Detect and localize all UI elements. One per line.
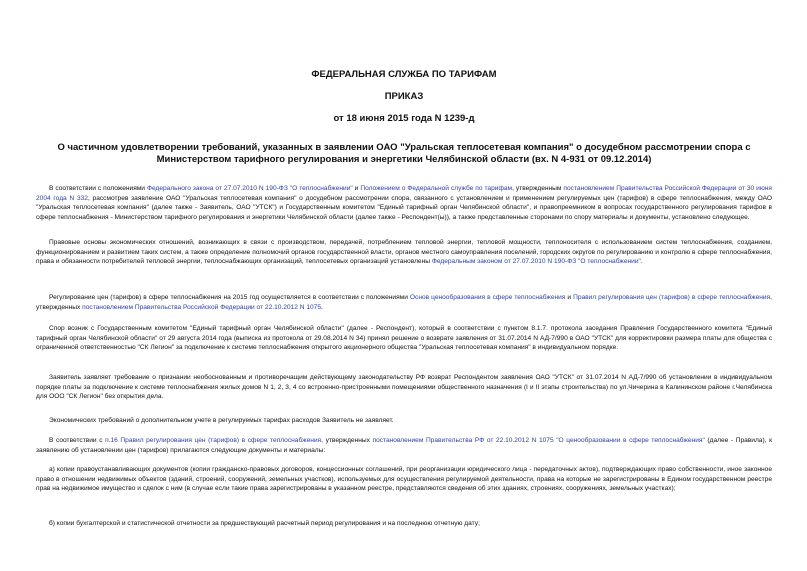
link-regulation-rules[interactable]: Правил регулирования цен (тарифов) в сфере теплоснабжения (573, 294, 771, 301)
agency-heading: ФЕДЕРАЛЬНАЯ СЛУЖБА ПО ТАРИФАМ (311, 69, 497, 80)
document-title: О частичном удовлетворении требований, указанных в заявлении ОАО "Уральская теплосетевая компания" о досудебном рассмотрении спора с Министерством тарифного регулирования и энергетики Челябинской области (вх. N 4-931 от 09.12.2014) (57, 142, 751, 165)
link-federal-law-190[interactable]: Федерального закона от 27.07.2010 N 190-ФЗ "О теплоснабжении" (146, 185, 353, 192)
p1-text-0: В соответствии с положениями (49, 185, 147, 192)
p7-text-0: В соответствии с (49, 437, 106, 444)
p3-text-0: Регулирование цен (тарифов) в сфере теплоснабжения на 2015 год осуществляется в соответствии с положениями (49, 294, 410, 301)
link-government-decree-332[interactable]: постановлением Правительства Российской Федерации от 30 июня 2004 года N 332 (36, 185, 772, 202)
paragraph-8: а) копии правоустанавливающих документов (копии гражданско-правовых договоров, концессионных соглашений, при реорганизации юридического лица - передаточных актов), подтверждающих право собственности, иное законное право в отношении недвижимых объектов (зданий, строений, сооружений, земельных участков), используемых для осуществления регулируемой деятельности, права на которые не зарегистрированы в Едином государственном реестре прав на недвижимое имущество и сделок с ним (в случае если такие права зарегистрированы в указанном реестре, представляются сведения об этих зданиях, строениях, сооружениях, земельных участках); (36, 466, 772, 493)
p3-text-1: и (565, 294, 574, 301)
link-government-decree-1075[interactable]: постановлением Правительства Российской Федерации от 22.10.2012 N 1075 (82, 303, 322, 311)
paragraph-6: Экономических требований о дополнительном учете в регулируемых тарифах расходов Заявитель не заявляет. (49, 417, 394, 424)
p2-text-0: Правовые основы экономических отношений, возникающих в связи с производством, передачей, потреблением тепловой энергии, тепловой мощности, теплоносителя с использованием систем теплоснабжения, созданием, функционированием и развитием таких систем, а также определение полномочий органов государственной власти, органов местного самоуправления поселений, городских округов по регулированию и контролю в сфере теплоснабжения, права и обязанности потребителей тепловой энергии, теплоснабжающих организаций, теплосетевых организаций установлены (36, 239, 772, 266)
p7-text-1: , утвержденных (321, 437, 373, 444)
doc-type-heading: ПРИКАЗ (384, 91, 424, 102)
paragraph-7 (36, 436, 772, 455)
link-fst-regulation[interactable]: Положением о Федеральной службе по тарифам (360, 185, 513, 192)
paragraph-4: Спор возник с Государственным комитетом "Единый тарифный орган Челябинской области" (далее - Респондент), который в соответствии с пунктом 8.1.7. протокола заседания Правления Государственного комитета "Единый тарифный орган Челябинской области" от 29 августа 2014 года (выписка из протокола от 29.08.2014 N 34) принял решение о возврате заявления от 31.07.2014 N АД-7/990 в ОАО "УТСК" для корректировки размера платы для общества с ограниченной ответственностью "СК Легион" за подключение к системе теплоснабжения открытого акционерного общества "Уральская теплосетевая компания" в индивидуальном порядке. (36, 325, 772, 352)
p2-text-1: . (640, 258, 643, 266)
link-rules-clause-16[interactable]: п.16 Правил регулирования цен (тарифов) в сфере теплоснабжения (105, 437, 322, 444)
paragraph-1 (36, 184, 772, 222)
paragraph-9: б) копии бухгалтерской и статистической отчетности за предшествующий расчетный период регулирования и на последнюю отчетную дату; (49, 520, 480, 527)
p1-text-1: и (352, 185, 361, 192)
link-government-decree-1075-2[interactable]: постановлением Правительства РФ от 22.10.2012 N 1075 "О ценообразовании в сфере теплоснабжения" (372, 437, 705, 444)
link-pricing-basics[interactable]: Основ ценообразования в сфере теплоснабжения (409, 294, 566, 301)
p1-text-3: , рассмотрев заявление ОАО "Уральская теплосетевая компания" о досудебном рассмотрении спора, связанного с установлением и применением регулируемых цен (тарифов) в сфере теплоснабжения, между ОАО "Уральская теплосетевая компания" (далее также - Заявитель, ОАО "УТСК") и Государственным комитетом "Единый тарифный орган Челябинской области", и правопреемником в вопросах государственного регулирования тарифов в сфере теплоснабжения - Министерством тарифного регулирования и энергетики Челябинской области (далее также - Респондент(ы)), а также представленные сторонами по спору материалы и документы, установлено следующее. (36, 194, 772, 221)
link-federal-law-190-2[interactable]: Федеральным законом от 27.07.2010 N 190-ФЗ "О теплоснабжении" (431, 258, 641, 266)
date-number-heading: от 18 июня 2015 года N 1239-д (333, 113, 475, 124)
p7-text-2: (далее - Правила), к заявлению об установлении цен (тарифов) прилагаются следующие документы и материалы: (36, 437, 772, 454)
paragraph-3 (36, 293, 772, 312)
paragraph-5: Заявитель заявляет требование о признании необоснованным и противоречащим действующему законодательству РФ возврат Респондентом заявления ОАО "УТСК" от 31.07.2014 N АД-7/990 об установлении в индивидуальном порядке платы за подключение к системе теплоснабжения жилых домов N 1, 2, 3, 4 со встроенно-пристроенными помещениями общественного назначения (I и II этапы строительства) по ул.Чичерина в Калининском районе г.Челябинска для ООО "СК Легион" без открытия дела. (36, 374, 772, 401)
p3-text-3: . (321, 303, 323, 311)
paragraph-2 (36, 238, 772, 267)
p1-text-2: , утвержденным (512, 185, 564, 192)
p3-text-2: , утвержденных (36, 294, 772, 311)
